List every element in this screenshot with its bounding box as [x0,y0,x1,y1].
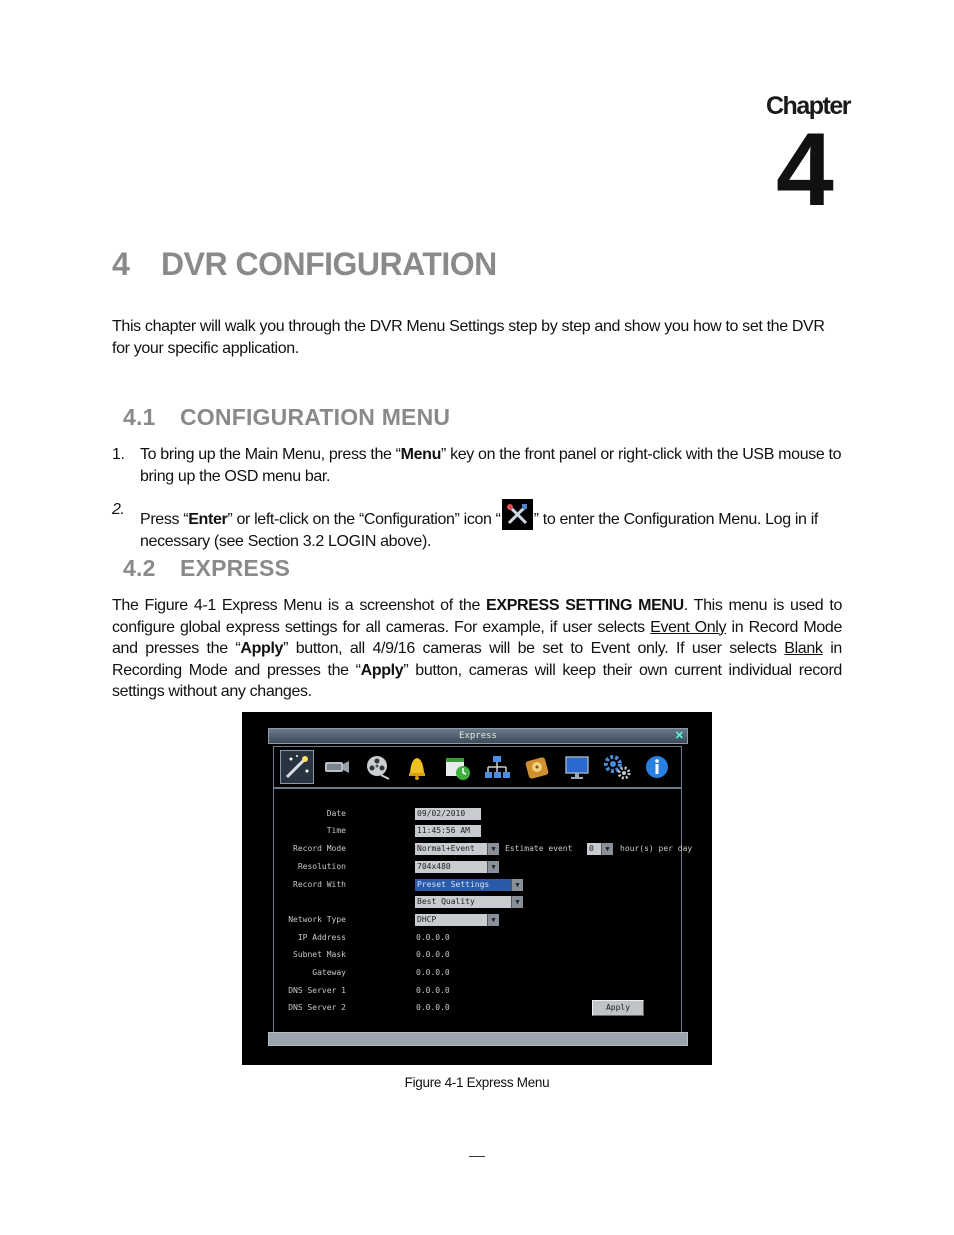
list-marker: 1. [112,446,125,463]
express-paragraph [112,595,842,703]
window-titlebar [268,728,688,744]
estimate-event-select[interactable] [587,843,613,855]
network-type-label: Network Type [288,915,346,924]
menu-iconbar [273,746,682,788]
estimate-event-value: 0 [589,844,594,853]
configuration-tools-icon [502,499,533,530]
network-type-value: DHCP [417,915,437,924]
option-event-only: Event Only [650,618,727,636]
apply-label: Apply [360,661,404,679]
quality-select[interactable] [415,896,523,908]
heading-title: DVR CONFIGURATION [161,246,497,282]
record-with-select[interactable] [415,879,523,891]
heading-number: 4 [112,246,130,282]
text-run: To bring up the Main Menu, press the “ [140,446,401,463]
dns-server-1-label: DNS Server 1 [288,986,346,995]
chevron-down-icon: ▼ [487,843,499,855]
text-run: ” to enter the Configuration Menu. Log in if necessary (see Section 3.2 LOGIN above). [140,511,818,550]
subnet-mask-label: Subnet Mask [293,950,346,959]
resolution-value: 704x480 [417,862,451,871]
resolution-select[interactable] [415,861,499,873]
gateway-value: 0.0.0.0 [416,968,450,977]
network-icon[interactable] [481,751,513,783]
list-item-text [140,499,842,552]
enter-key-label: Enter [188,511,228,528]
chevron-down-icon: ▼ [511,879,523,891]
bell-icon[interactable] [401,751,433,783]
date-field[interactable]: 09/02/2010 [415,808,481,820]
menu-name: EXPRESS SETTING MENU [486,597,684,614]
figure-caption: Figure 4-1 Express Menu [404,1075,550,1090]
record-with-label: Record With [293,880,346,889]
express-settings-panel [273,788,693,1034]
text-run: ” key on the front panel or right-click with the USB mouse to bring up the OSD menu bar. [140,446,842,485]
option-blank: Blank [784,640,823,657]
apply-button[interactable]: Apply [592,1000,644,1016]
list-item-text [140,444,842,487]
date-label: Date [326,809,346,818]
film-reel-icon[interactable] [361,751,393,783]
footer-divider [469,1156,485,1157]
chevron-down-icon: ▼ [511,896,523,908]
dns-server-2-value: 0.0.0.0 [416,1003,450,1012]
section-heading-express [123,555,290,582]
resolution-label: Resolution [297,862,346,871]
time-field[interactable]: 11:45:56 AM [415,825,481,837]
record-with-value: Preset Settings [417,880,490,889]
section-number: 4.2 [123,555,156,581]
text-run: . This menu is used to configure global express settings for all cameras. For example, if user selects [112,597,842,636]
section-title: EXPRESS [180,555,291,581]
hours-per-day-label: hour(s) per day [620,844,693,853]
text-run: ” button, all 4/9/16 cameras will be set to Event only. If user selects [283,640,785,657]
text-run: The Figure 4-1 Express Menu is a screenshot of the [112,597,487,614]
apply-label: Apply [240,640,284,657]
dns-server-2-label: DNS Server 2 [288,1003,346,1012]
text-run: Press “ [140,511,189,528]
express-menu-screenshot [242,712,712,1065]
estimate-event-label: Estimate event [505,844,573,853]
chapter-label: Chapter [766,92,850,120]
monitor-icon[interactable] [561,751,593,783]
text-run: in Record Mode and presses the “ [112,618,842,657]
section-heading-configuration-menu [123,404,450,431]
camera-icon[interactable] [321,751,353,783]
chapter-number: 4 [776,112,834,228]
page-title [112,246,497,283]
chevron-down-icon: ▼ [487,861,499,873]
text-run: ” or left-click on the “Configuration” icon “ [227,511,501,528]
ip-address-value: 0.0.0.0 [416,933,450,942]
list-item [112,499,842,552]
gateway-label: Gateway [312,968,346,977]
chevron-down-icon: ▼ [487,914,499,926]
schedule-icon[interactable] [441,751,473,783]
list-item [112,444,842,487]
record-mode-select[interactable] [415,843,499,855]
info-icon[interactable] [641,751,673,783]
status-bar [268,1032,688,1046]
section-title: CONFIGURATION MENU [180,404,451,430]
text-run: ” button, cameras will keep their own current individual record settings without any changes. [112,661,842,700]
section-number: 4.1 [123,404,156,430]
quality-value: Best Quality [417,897,475,906]
list-marker: 2. [112,501,125,518]
subnet-mask-value: 0.0.0.0 [416,950,450,959]
close-icon[interactable]: ✕ [674,730,684,742]
text-run: in Recording Mode and presses the “ [112,640,842,679]
network-type-select[interactable] [415,914,499,926]
wand-icon[interactable] [281,751,313,783]
menu-key-label: Menu [400,446,441,463]
chevron-down-icon: ▼ [601,843,613,855]
disk-icon[interactable] [521,751,553,783]
time-label: Time [326,826,346,835]
record-mode-value: Normal+Event [417,844,475,853]
window-title: Express [459,731,497,741]
gears-icon[interactable] [601,751,633,783]
intro-paragraph: This chapter will walk you through the DVR Menu Settings step by step and show you how to set the DVR for your specific application. [112,318,825,357]
ip-address-label: IP Address [297,933,346,942]
record-mode-label: Record Mode [293,844,346,853]
dns-server-1-value: 0.0.0.0 [416,986,450,995]
